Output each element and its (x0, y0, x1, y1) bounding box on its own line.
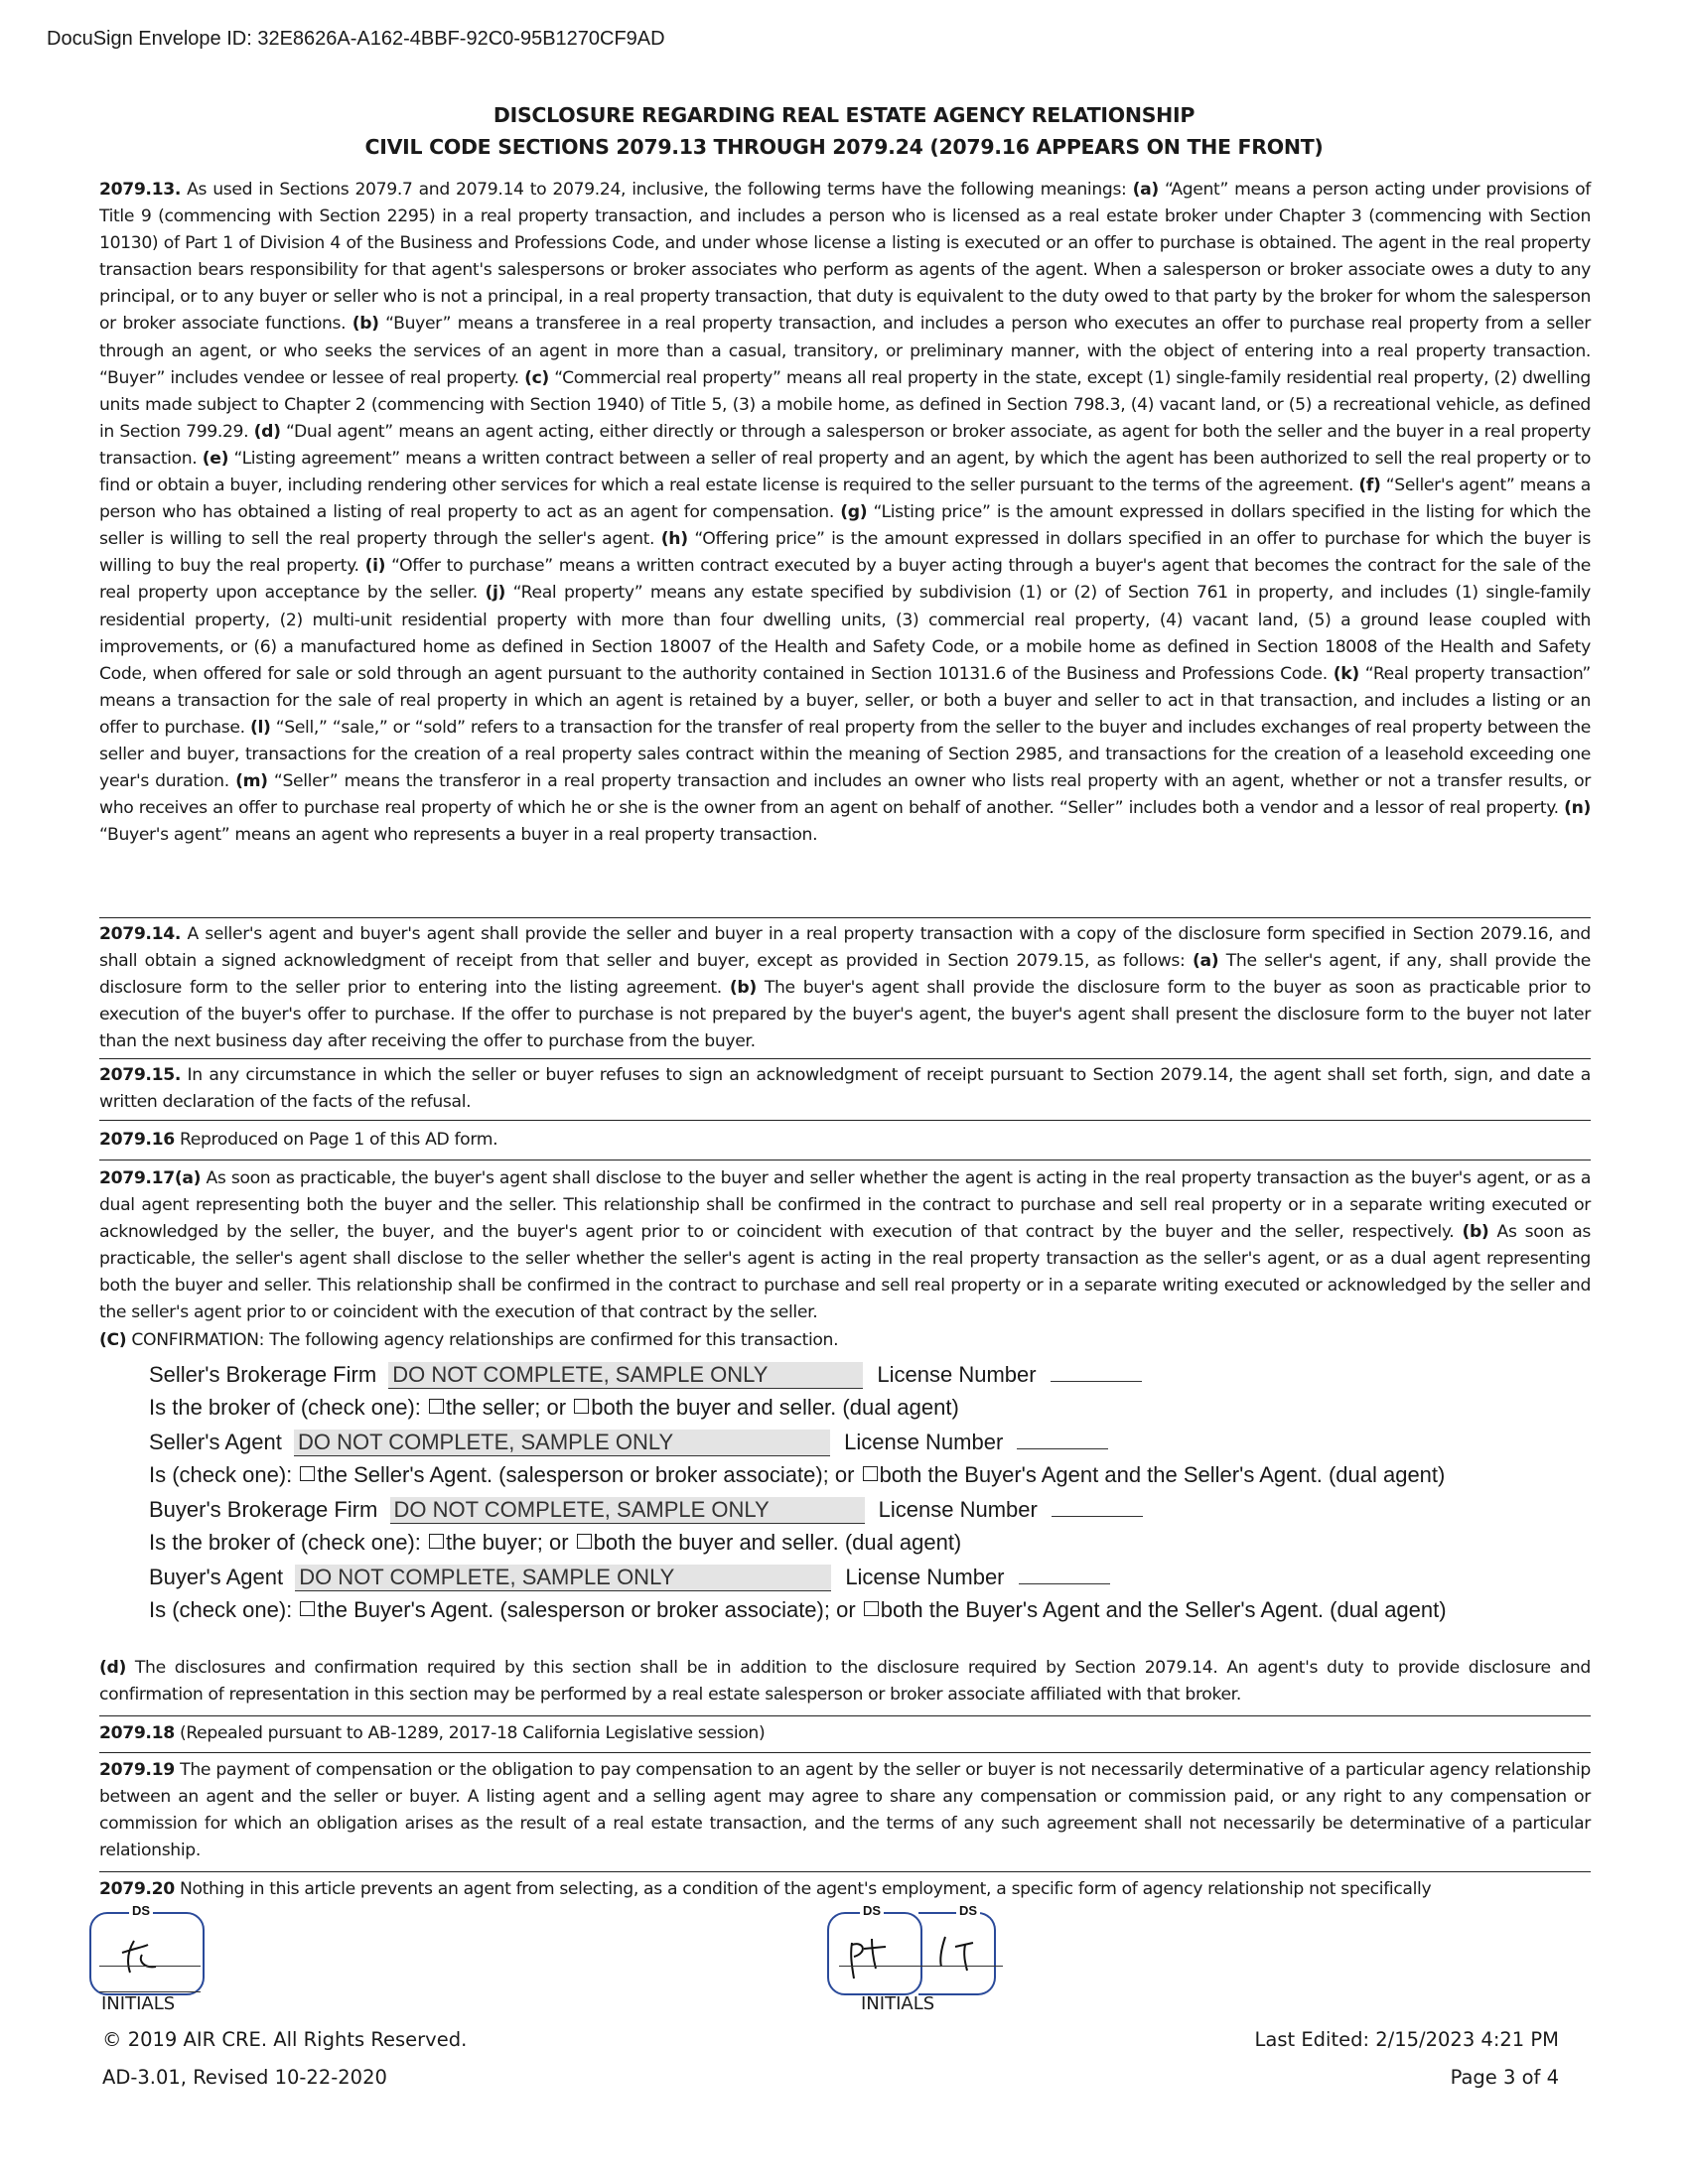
clause-label: (a) (1132, 180, 1159, 200)
option-label: both the Buyer's Agent and the Seller's Agent. (dual agent) (879, 1462, 1446, 1487)
section-heading: 2079.15. (99, 1065, 182, 1085)
checkbox[interactable] (577, 1534, 592, 1549)
clause-label: (c) (524, 367, 549, 388)
clause-text: “Listing agreement” means a written contract between a seller of real property and an agent, by which the agent has been authorized to sell the real property or to find or obtain a buyer, including rendering other services for which a real estate license is required to the seller pursuant to the terms of the agreement. (99, 448, 1592, 496)
section-2079-20 (99, 1876, 1591, 1903)
clause-label: (b) (729, 978, 757, 999)
field-label: License Number (878, 1497, 1038, 1522)
ds-tag: DS (860, 1903, 884, 1918)
buyers-agent-field[interactable]: DO NOT COMPLETE, SAMPLE ONLY (295, 1565, 831, 1591)
last-edited: Last Edited: 2/15/2023 4:21 PM (1254, 2028, 1559, 2051)
sellers-agent-check-row (149, 1462, 1445, 1488)
clause-label: (l) (249, 717, 271, 738)
field-label: Seller's Agent (149, 1430, 282, 1454)
sellers-brokerage-firm-field[interactable]: DO NOT COMPLETE, SAMPLE ONLY (388, 1362, 863, 1389)
initials-line-left (99, 1966, 201, 1967)
clause-label: (b) (1462, 1222, 1489, 1243)
section-divider (99, 917, 1591, 918)
sellers-brokerage-row (149, 1361, 1142, 1389)
initials-label-right: INITIALS (861, 1993, 935, 2014)
clause-text: “Commercial real property” means all real property in the state, except (1) single-family residential real property, (2) dwelling units made subject to Chapter 2 (commencing with Section 1940) of Title 5, (3) a mobile home, as defined in Section 798.3, (4) vacant land, or (5) a recreational vehicle, as defined in Section 799.29. (99, 367, 1591, 442)
confirmation-intro (99, 1327, 1591, 1354)
clause-label: (e) (202, 448, 229, 469)
clause-text: “Sell,” “sale,” or “sold” refers to a transaction for the transfer of real property from the seller to the buyer and includes exchanges of real property between the seller and buyer, transactions for the creation of a real property sales contract within the meaning of Section 2985, and transactions for the creation of a leasehold exceeding one year's duration. (99, 717, 1591, 792)
section-text: A seller's agent and buyer's agent shall provide the seller and buyer in a real property transaction with a copy of the disclosure form specified in Section 2079.16, and shall obtain a signed acknowledgment of receipt from that seller and buyer, except as provided in Section 2079.15, as follows: (99, 924, 1591, 972)
clause-label: (i) (364, 556, 386, 577)
clause-label: (b) (352, 314, 379, 335)
section-text: The payment of compensation or the obligation to pay compensation to an agent by the seller or buyer is not necessarily determinative of a particular agency relationship between an agent and the seller or buyer. A listing agent and a selling agent may agree to share any compensation or commission paid, or any right to any compensation or commission for which an obligation arises as the result of a real estate transaction, and the terms of any such agreement shall not necessarily be determinative of a particular relationship. (99, 1760, 1591, 1861)
section-divider (99, 1871, 1591, 1872)
clause-label: (d) (99, 1658, 126, 1678)
sellers-brokerage-license-field[interactable] (1051, 1361, 1142, 1382)
clause-text: “Offer to purchase” means a written contract executed by a buyer acting through a buyer's agent that becomes the contract for the sale of the real property upon acceptance by the seller. (99, 556, 1591, 604)
section-divider (99, 1120, 1591, 1121)
buyers-brokerage-row (149, 1496, 1143, 1524)
section-divider (99, 1058, 1591, 1059)
clause-text: The buyer's agent shall provide the disclosure form to the buyer as soon as practicable prior to execution of the buyer's offer to purchase. If the offer to purchase is not prepared by the buyer's agent, the buyer's agent shall present the disclosure form to the buyer not later than the next business day after receiving the offer to purchase from the buyer. (99, 978, 1591, 1052)
ds-tag: DS (956, 1903, 980, 1918)
checkbox[interactable] (574, 1399, 589, 1414)
clause-text: “Listing price” is the amount expressed in dollars specified in the listing for which the seller is willing to sell the real property through the seller's agent. (99, 502, 1591, 550)
sellers-agent-field[interactable]: DO NOT COMPLETE, SAMPLE ONLY (294, 1430, 830, 1456)
field-label: Is (check one): (149, 1597, 293, 1622)
checkbox[interactable] (300, 1466, 315, 1481)
option-label: both the buyer and seller. (dual agent) (591, 1395, 959, 1420)
field-label: License Number (877, 1362, 1037, 1387)
section-2079-17-d (99, 1655, 1591, 1708)
document-subtitle: CIVIL CODE SECTIONS 2079.13 THROUGH 2079.24 (2079.16 APPEARS ON THE FRONT) (364, 135, 1324, 159)
clause-text: “Dual agent” means an agent acting, either directly or through a salesperson or broker associate, as agent for both the seller and the buyer in a real property transaction. (99, 421, 1591, 469)
checkbox[interactable] (429, 1534, 444, 1549)
initials-signature-left (104, 1931, 199, 1980)
clause-text: The disclosures and confirmation required by this section shall be in addition to the disclosure required by Section 2079.14. An agent's duty to provide disclosure and confirmation of representation in this section may be performed by a real estate salesperson or broker associate affiliated with that broker. (99, 1658, 1591, 1706)
section-text: As soon as practicable, the buyer's agent shall disclose to the buyer and seller whether the agent is acting in the real property transaction as the buyer's agent, or as a dual agent representing both the buyer and the seller. This relationship shall be confirmed in the contract to purchase and sell real property or in a separate writing executed or acknowledged by the seller, the buyer, and the buyer's agent prior to or coincident with execution of that contract by the buyer and the seller, respectively. (99, 1168, 1591, 1243)
clause-label: (f) (1358, 476, 1381, 496)
clause-text: “Buyer's agent” means an agent who represents a buyer in a real property transaction. (99, 825, 818, 846)
clause-label: (j) (485, 583, 506, 604)
field-label: Is the broker of (check one): (149, 1530, 421, 1555)
clause-text: “Buyer” means a transferee in a real property transaction, and includes a person who executes an offer to purchase real property from a seller through an agent, or who seeks the services of an agent in more than a casual, transitory, or preliminary manner, with the object of entering into a real property transaction. “Buyer” includes vendee or lessee of real property. (99, 314, 1591, 388)
buyers-agent-license-field[interactable] (1019, 1564, 1110, 1584)
clause-text: “Seller” means the transferor in a real property transaction and includes an owner who lists real property with an agent, whether or not a transfer results, or who receives an offer to purchase real property of which he or she is the owner from an agent on behalf of another. “Seller” includes both a vendor and a lessor of real property. (99, 771, 1591, 819)
clause-text: “Real property” means any estate specified by subdivision (1) or (2) of Section 761 in property, and includes (1) single-family residential property, (2) multi-unit residential property with more than four dwelling units, (3) commercial real property, (4) vacant land, (5) a ground lease coupled with improvements, or (6) a manufactured home as defined in Section 18007 of the Health and Safety Code, or a mobile home as defined in Section 18008 of the Health and Safety Code, when offered for sale or sold through an agent pursuant to the authority contained in Section 10131.6 of the Business and Professions Code. (99, 583, 1591, 684)
option-label: both the Buyer's Agent and the Seller's Agent. (dual agent) (880, 1597, 1447, 1622)
option-label: both the buyer and seller. (dual agent) (593, 1530, 962, 1555)
option-label: the Seller's Agent. (salesperson or broker associate); or (317, 1462, 855, 1487)
section-2079-14 (99, 921, 1591, 1055)
sellers-agent-license-field[interactable] (1017, 1429, 1108, 1449)
clause-label: (d) (253, 421, 281, 442)
initials-label-left: INITIALS (101, 1993, 176, 2014)
section-2079-15 (99, 1062, 1591, 1116)
section-2079-19 (99, 1757, 1591, 1864)
clause-label: (h) (660, 529, 688, 550)
clause-label: (m) (235, 771, 268, 792)
initials-line-left-bottom (99, 1991, 201, 1992)
clause-label: (g) (840, 502, 868, 523)
field-label: Is the broker of (check one): (149, 1395, 421, 1420)
field-label: Buyer's Brokerage Firm (149, 1497, 378, 1522)
section-divider (99, 1715, 1591, 1716)
section-heading: 2079.20 (99, 1879, 175, 1899)
initials-signature-right (842, 1931, 991, 1980)
buyers-agent-check-row (149, 1597, 1447, 1623)
checkbox[interactable] (863, 1466, 878, 1481)
section-heading: 2079.19 (99, 1760, 175, 1780)
clause-text: “Agent” means a person acting under provisions of Title 9 (commencing with Section 2295) in a real property transaction, and includes a person who is licensed as a real estate broker under Chapter 3 (commencing with Section 10130) of Part 1 of Division 4 of the Business and Professions Code, and under whose license a listing is executed or an offer to purchase is obtained. The agent in the real property transaction bears responsibility for that agent's salespersons or broker associates who perform as agents of the agent. When a salesperson or broker associate owes a duty to any principal, or to any buyer or seller who is not a principal, in a real property transaction, that duty is equivalent to the duty owed to that party by the broker for whom the salesperson or broker associate functions. (99, 180, 1591, 335)
clause-text: CONFIRMATION: The following agency relationships are confirmed for this transaction. (126, 1330, 839, 1350)
buyers-brokerage-license-field[interactable] (1052, 1496, 1143, 1517)
field-label: License Number (844, 1430, 1004, 1454)
section-text: (Repealed pursuant to AB-1289, 2017-18 California Legislative session) (174, 1723, 766, 1743)
sellers-agent-row (149, 1429, 1108, 1456)
section-2079-13 (99, 177, 1591, 849)
section-heading: 2079.18 (99, 1723, 175, 1743)
clause-text: “Seller's agent” means a person who has obtained a listing of real property to act as an agent for compensation. (99, 476, 1591, 523)
section-heading: 2079.17(a) (99, 1168, 202, 1188)
buyers-broker-check-row (149, 1530, 961, 1556)
section-divider (99, 1752, 1591, 1753)
clause-text: “Offering price” is the amount expressed in dollars specified in an offer to purchase for which the buyer is willing to buy the real property. (99, 529, 1591, 577)
initials-line-right (839, 1966, 1003, 1967)
section-2079-16 (99, 1127, 1591, 1154)
sellers-broker-check-row (149, 1395, 959, 1421)
field-label: License Number (845, 1565, 1005, 1589)
section-heading: 2079.14. (99, 924, 182, 944)
section-text: Reproduced on Page 1 of this AD form. (174, 1130, 498, 1150)
option-label: the Buyer's Agent. (salesperson or broker associate); or (317, 1597, 856, 1622)
section-heading: 2079.13. (99, 180, 182, 200)
option-label: the seller; or (446, 1395, 567, 1420)
section-2079-18 (99, 1720, 1591, 1747)
form-id: AD-3.01, Revised 10-22-2020 (102, 2066, 387, 2089)
checkbox[interactable] (429, 1399, 444, 1414)
clause-text: “Real property transaction” means a transaction for the sale of real property in which an agent is retained by a buyer, seller, or both a buyer and seller to act in that transaction, and includes a listing or an offer to purchase. (99, 663, 1591, 738)
ds-tag: DS (129, 1903, 153, 1918)
copyright: © 2019 AIR CRE. All Rights Reserved. (102, 2028, 468, 2051)
clause-label: (n) (1564, 798, 1591, 819)
document-title: DISCLOSURE REGARDING REAL ESTATE AGENCY RELATIONSHIP (492, 103, 1196, 127)
section-heading: 2079.16 (99, 1130, 175, 1150)
field-label: Seller's Brokerage Firm (149, 1362, 377, 1387)
section-text: As used in Sections 2079.7 and 2079.14 to 2079.24, inclusive, the following terms have the following meanings: (181, 180, 1133, 200)
clause-label: (a) (1192, 951, 1219, 972)
section-text: Nothing in this article prevents an agent from selecting, as a condition of the agent's employment, a specific form of agency relationship not specifically (174, 1879, 1432, 1899)
checkbox[interactable] (864, 1601, 879, 1616)
docusign-envelope-id: DocuSign Envelope ID: 32E8626A-A162-4BBF-92C0-95B1270CF9AD (47, 28, 665, 50)
field-label: Buyer's Agent (149, 1565, 284, 1589)
page-number: Page 3 of 4 (1450, 2066, 1559, 2089)
clause-text: The seller's agent, if any, shall provide the disclosure form to the seller prior to entering into the listing agreement. (99, 951, 1591, 999)
buyers-brokerage-firm-field[interactable]: DO NOT COMPLETE, SAMPLE ONLY (390, 1497, 865, 1524)
clause-text: As soon as practicable, the seller's agent shall disclose to the seller whether the seller's agent is acting in the real property transaction as the seller's agent, or as a dual agent representing both the buyer and seller. This relationship shall be confirmed in the contract to purchase and sell real property or in a separate writing executed or acknowledged by the seller and the seller's agent prior to or coincident with the execution of that contract by the seller. (99, 1222, 1592, 1323)
section-2079-17 (99, 1165, 1591, 1327)
field-label: Is (check one): (149, 1462, 293, 1487)
clause-label: (C) (99, 1330, 127, 1350)
checkbox[interactable] (300, 1601, 315, 1616)
section-text: In any circumstance in which the seller or buyer refuses to sign an acknowledgment of receipt pursuant to Section 2079.14, the agent shall set forth, sign, and date a written declaration of the facts of the refusal. (99, 1065, 1591, 1113)
option-label: the buyer; or (446, 1530, 569, 1555)
clause-label: (k) (1333, 663, 1359, 684)
buyers-agent-row (149, 1564, 1110, 1591)
